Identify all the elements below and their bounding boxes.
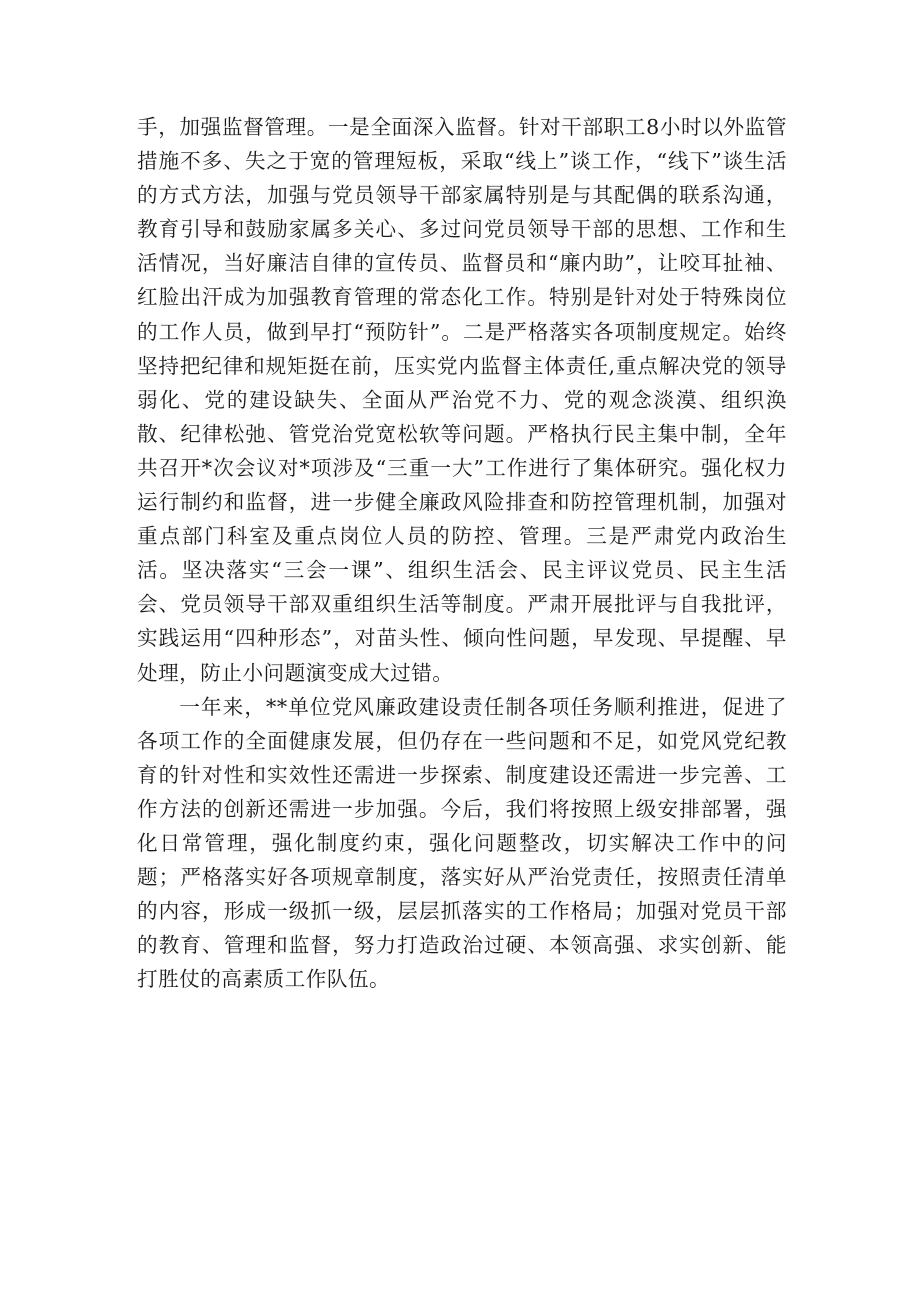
paragraph-summary: 一年来，**单位党风廉政建设责任制各项任务顺利推进，促进了各项工作的全面健康发展，但仍存在一些问题和不足，如党风党纪教育的针对性和实效性还需进一步探索、制度建设还需进一步完善、工作方法的创新还需进一步加强。今后，我们将按照上级安排部署，强化日常管理，强化制度约束，强化问题整改，切实解决工作中的问题；严格落实好各项规章制度，落实好从严治党责任，按照责任清单的内容，形成一级抓一级，层层抓落实的工作格局；加强对党员干部的教育、管理和监督，努力打造政治过硬、本领高强、求实创新、能打胜仗的高素质工作队伍。: [137, 694, 787, 992]
document-body: [137, 110, 787, 996]
paragraph-continued: 手，加强监督管理。一是全面深入监督。针对干部职工8小时以外监管措施不多、失之于宽的管理短板，采取“线上”谈工作，“线下”谈生活的方式方法，加强与党员领导干部家属特别是与其配偶的联系沟通，教育引导和鼓励家属多关心、多过问党员领导干部的思想、工作和生活情况，当好廉洁自律的宣传员、监督员和“廉内助”，让咬耳扯袖、红脸出汗成为加强教育管理的常态化工作。特别是针对处于特殊岗位的工作人员，做到早打“预防针”。二是严格落实各项制度规定。始终坚持把纪律和规矩挺在前，压实党内监督主体责任,重点解决党的领导弱化、党的建设缺失、全面从严治党不力、党的观念淡漠、组织涣散、纪律松弛、管党治党宽松软等问题。严格执行民主集中制，全年共召开*次会议对*项涉及“三重一大”工作进行了集体研究。强化权力运行制约和监督，进一步健全廉政风险排查和防控管理机制，加强对重点部门科室及重点岗位人员的防控、管理。三是严肃党内政治生活。坚决落实“三会一课”、组织生活会、民主评议党员、民主生活会、党员领导干部双重组织生活等制度。严肃开展批评与自我批评，实践运用“四种形态”，对苗头性、倾向性问题，早发现、早提醒、早处理，防止小问题演变成大过错。: [137, 115, 787, 685]
